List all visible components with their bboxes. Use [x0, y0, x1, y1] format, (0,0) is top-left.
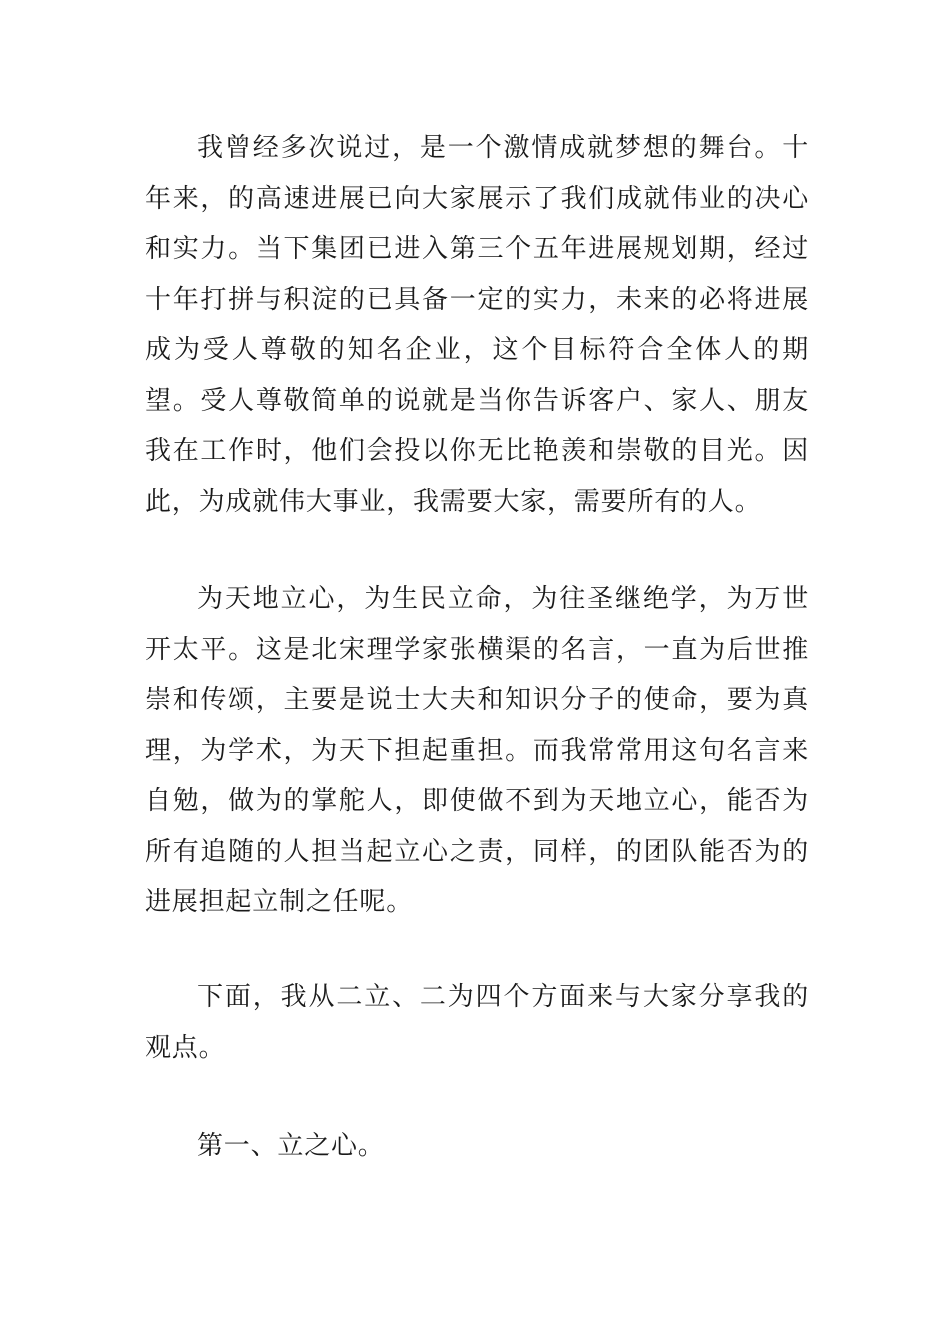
body-paragraph: 为天地立心，为生民立命，为往圣继绝学，为万世开太平。这是北宋理学家张横渠的名言，一直为后世推崇和传颂，主要是说士大夫和知识分子的使命，要为真理，为学术，为天下担起重担。而我常常用这句名言来自勉，做为的掌舵人，即使做不到为天地立心，能否为所有追随的人担当起立心之责，同样，的团队能否为的进展担起立制之任呢。 [145, 584, 809, 917]
body-paragraph: 下面，我从二立、二为四个方面来与大家分享我的观点。 [145, 982, 809, 1063]
body-paragraph: 我曾经多次说过，是一个激情成就梦想的舞台。十年来，的高速进展已向大家展示了我们成就伟业的决心和实力。当下集团已进入第三个五年进展规划期，经过十年打拼与积淀的已具备一定的实力，未来的必将进展成为受人尊敬的知名企业，这个目标符合全体人的期望。受人尊敬简单的说就是当你告诉客户、家人、朋友我在工作时，他们会投以你无比艳羡和崇敬的目光。因此，为成就伟大事业，我需要大家，需要所有的人。 [145, 133, 809, 517]
section-heading: 第一、立之心。 [197, 1131, 385, 1161]
